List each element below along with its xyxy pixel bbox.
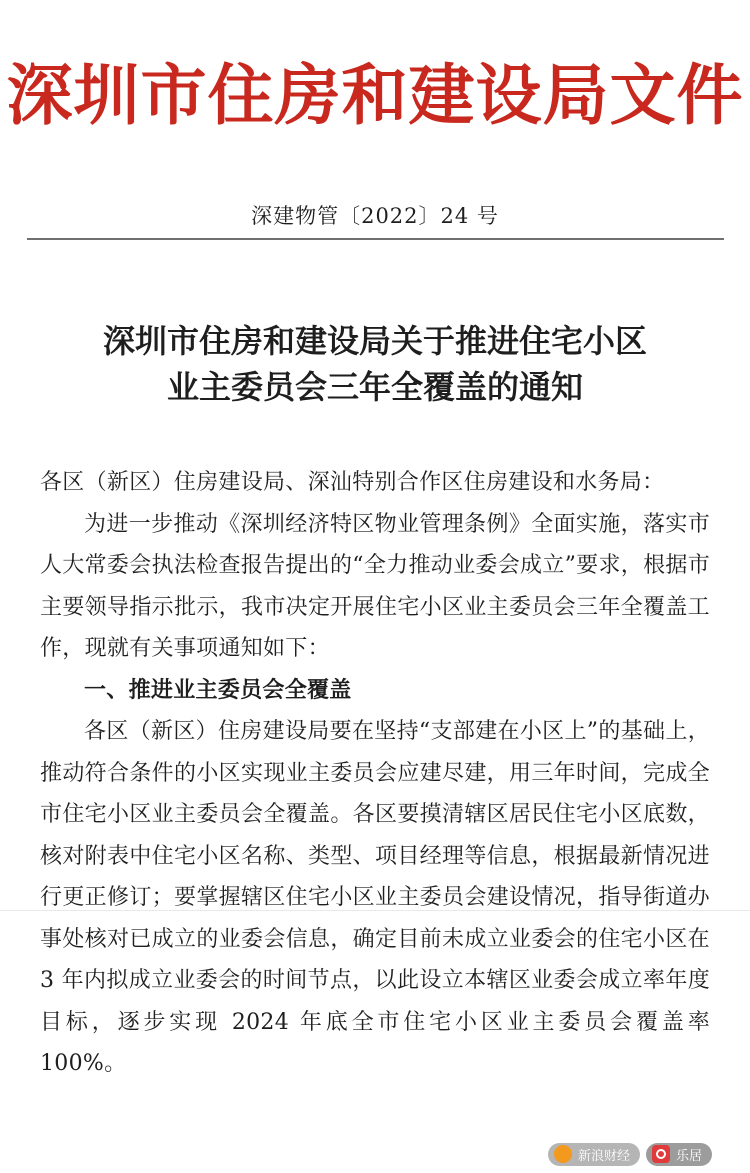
paragraph-section-1: 各区（新区）住房建设局要在坚持“支部建在小区上”的基础上，推动符合条件的小区实现业主委员会应建尽建，用三年时间，完成全市住宅小区业主委员会全覆盖。各区要摸清辖区居民住宅小区底数，核对附表中住宅小区名称、类型、项目经理等信息，根据最新情况进行更正修订；要掌握辖区住宅小区业主委员会建设情况，指导街道办事处核对已成立的业委会信息，确定目前未成立业委会的住宅小区在 3 年内拟成立业委会的时间节点，以此设立本辖区业委会成立率年度目标，逐步实现 2024 年底全市住宅小区业主委员会覆盖率 100%。 (40, 719, 710, 1076)
document-body (40, 462, 710, 1085)
header-divider (27, 238, 724, 240)
document-masthead: 深圳市住房和建设局文件 (6, 56, 744, 134)
document-title (0, 318, 750, 410)
section-heading-1: 一、推进业主委员会全覆盖 (84, 677, 352, 703)
watermark (548, 1141, 712, 1167)
watermark-left-text: 新浪财经 (577, 1148, 630, 1164)
title-line-2: 业主委员会三年全覆盖的通知 (166, 368, 583, 406)
screenshot-seam (0, 910, 750, 911)
paragraph-intro: 为进一步推动《深圳经济特区物业管理条例》全面实施，落实市人大常委会执法检查报告提出的“全力推动业委会成立”要求，根据市主要领导指示批示，我市决定开展住宅小区业主委员会三年全覆盖工作，现就有关事项通知如下： (40, 511, 710, 661)
salutation: 各区（新区）住房建设局、深汕特别合作区住房建设和水务局： (40, 470, 665, 495)
document-number: 深建物管〔2022〕24 号 (251, 204, 499, 228)
weibo-logo-icon (554, 1145, 572, 1163)
eye-logo-icon (652, 1145, 670, 1163)
watermark-right-text: 乐居 (675, 1148, 702, 1164)
title-line-1: 深圳市住房和建设局关于推进住宅小区 (102, 322, 647, 360)
watermark-left (548, 1143, 640, 1166)
watermark-right (646, 1143, 712, 1166)
